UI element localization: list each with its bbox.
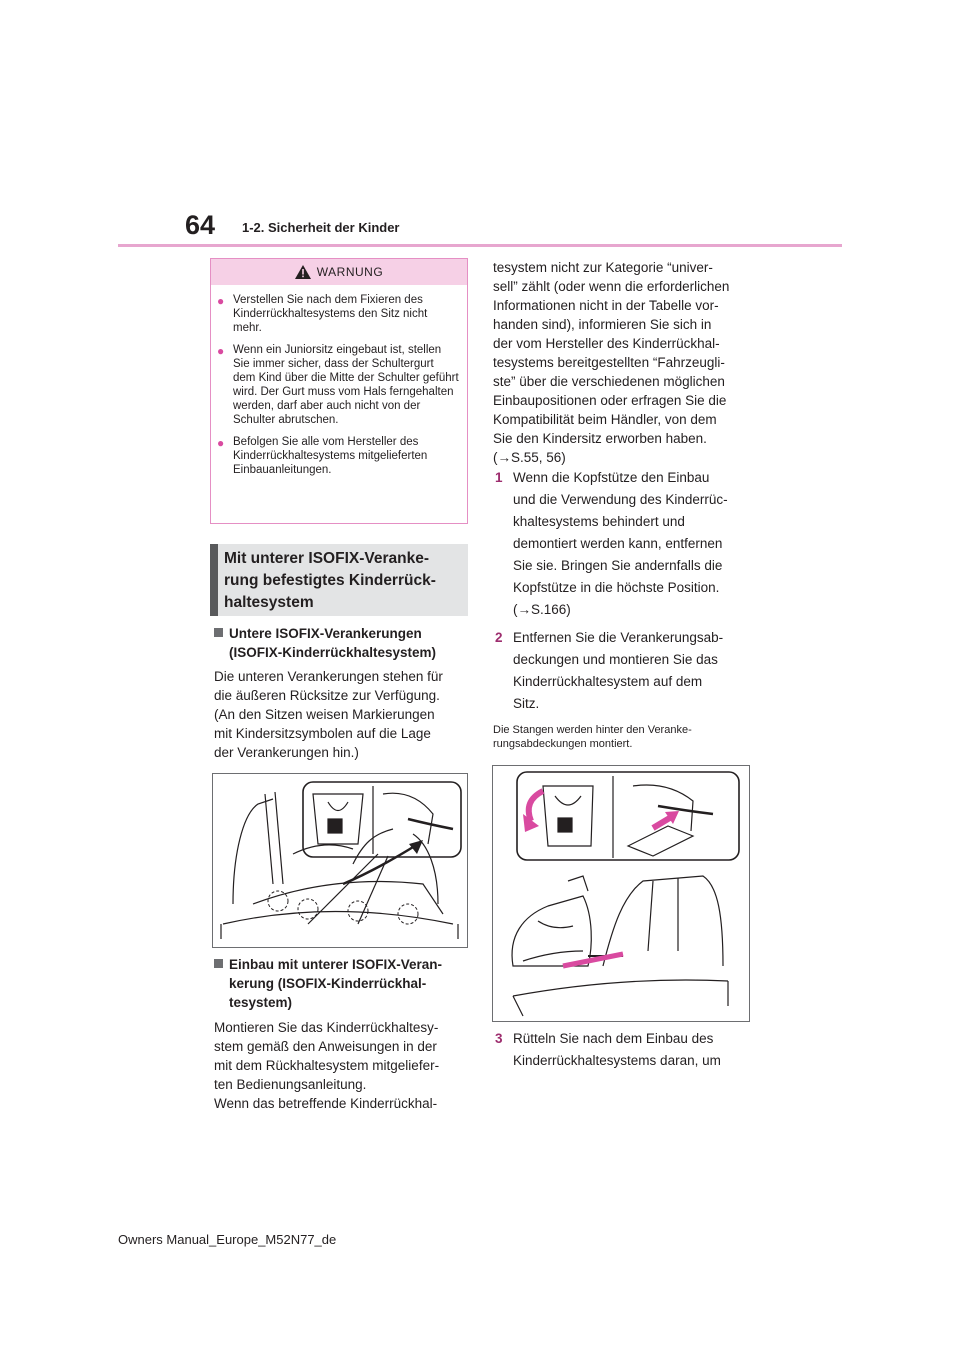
paragraph-universal-category [493,258,729,467]
text-line: (An den Sitzen weisen Markierungen [214,707,435,722]
step-line: und die Verwendung des Kinderrüc- [513,492,728,507]
step-3 [495,1028,755,1072]
note-line: Die Stangen werden hinter den Veranke- [493,724,692,736]
subheading-line: Untere ISOFIX-Verankerungen [229,626,422,641]
section-title: 1-2. Sicherheit der Kinder [242,220,400,235]
step-line: Kinderrückhaltesystem auf dem [513,674,703,689]
subheading-line: tesystem) [229,995,293,1010]
step-number: 3 [495,1031,503,1046]
bullet-icon: ● [217,344,225,358]
subheading-installation [229,955,442,1012]
warning-triangle-icon [295,265,311,279]
warning-item [215,435,459,477]
text-line: ste” über die verschiedenen möglichen [493,374,725,389]
paragraph-installation [214,1018,439,1113]
square-bullet-icon [214,959,223,968]
step-line: Rütteln Sie nach dem Einbau des [513,1031,714,1046]
step-line: deckungen und montieren Sie das [513,652,718,667]
subheading-isofix-anchors [229,624,436,662]
section-heading-line: rung befestigtes Kinderrück- [224,572,436,589]
step-1 [495,467,755,621]
text-line: tesystems bereitgestellten “Fahrzeugli- [493,355,725,370]
section-heading-line: haltesystem [224,594,314,611]
step-line: Kopfstütze in die höchste Position. [513,580,720,595]
text-line: mit dem Rückhaltesystem mitgeliefer- [214,1058,440,1073]
text-line: stem gemäß den Anweisungen in der [214,1039,437,1054]
rear-seat-illustration [213,774,467,947]
bullet-icon: ● [217,294,225,308]
warning-item [215,293,459,335]
text-line: Informationen nicht in der Tabelle vor- [493,298,719,313]
text-line: Wenn das betreffende Kinderrückhal- [214,1096,438,1111]
text-line: die äußeren Rücksitze zur Verfügung. [214,688,440,703]
page-number: 64 [185,210,216,240]
figure-rear-seat-anchors [212,773,468,948]
step-line: Entfernen Sie die Verankerungsab- [513,630,724,645]
step-line: (→S.166) [513,602,571,617]
text-line: mit Kindersitzsymbolen auf die Lage [214,726,431,741]
step-line: Wenn die Kopfstütze den Einbau [513,470,710,485]
text-line: (→S.55, 56) [493,450,566,465]
header-rule [118,244,842,247]
section-heading [210,544,468,616]
step-number: 1 [495,470,503,485]
paragraph-anchors [214,667,443,762]
step-line: demontiert werden kann, entfernen [513,536,723,551]
warning-header [211,259,467,285]
footer-text: Owners Manual_Europe_M52N77_de [118,1232,337,1247]
text-line: Die unteren Verankerungen stehen für [214,669,443,684]
text-line: handen sind), informieren Sie sich in [493,317,712,332]
child-seat-illustration [493,766,749,1021]
text-line: Montieren Sie das Kinderrückhaltesy- [214,1020,439,1035]
step-line: khaltesystems behindert und [513,514,685,529]
step-2 [495,627,755,715]
warning-item-text: Befolgen Sie alle vom Hersteller des Kinderrückhaltesystems mitgelieferten Einbauanleitungen. [233,436,428,476]
step-number: 2 [495,630,503,645]
text-line: Kompatibilität beim Händler, von dem [493,412,717,427]
square-bullet-icon [214,628,223,637]
figure-child-seat-installation [492,765,750,1022]
warning-title: WARNUNG [316,265,384,279]
bullet-icon: ● [217,436,225,450]
subheading-line: (ISOFIX-Kinderrückhaltesystem) [229,645,437,660]
text-line: der vom Hersteller des Kinderrückhal- [493,336,720,351]
subheading-line: Einbau mit unterer ISOFIX-Veran- [229,957,443,972]
warning-box [210,258,468,524]
text-line: tesystem nicht zur Kategorie “univer- [493,260,713,275]
warning-item [215,343,459,427]
text-line: der Verankerungen hin.) [214,745,359,760]
note-text [493,723,692,751]
note-line: rungsabdeckungen montiert. [493,738,633,750]
text-line: sell” zählt (oder wenn die erforderlichen [493,279,730,294]
text-line: ten Bedienungsanleitung. [214,1077,367,1092]
step-line: Kinderrückhaltesystems daran, um [513,1053,721,1068]
step-line: Sitz. [513,696,540,711]
warning-item-text: Wenn ein Juniorsitz eingebaut ist, stellen Sie immer sicher, dass der Schultergurt dem Kind über die Mitte der Schulter geführt wird. Der Gurt muss vom Hals ferngehalten werden, darf aber auch nicht von der Schulter abrutschen. [233,344,459,426]
section-heading-line: Mit unterer ISOFIX-Veranke- [224,550,429,567]
subheading-line: kerung (ISOFIX-Kinderrückhal- [229,976,427,991]
text-line: Einbaupositionen oder erfragen Sie die [493,393,727,408]
text-line: Sie den Kindersitz erworben haben. [493,431,707,446]
warning-item-text: Verstellen Sie nach dem Fixieren des Kinderrückhaltesystems den Sitz nicht mehr. [233,294,428,334]
step-line: Sie sie. Bringen Sie andernfalls die [513,558,723,573]
